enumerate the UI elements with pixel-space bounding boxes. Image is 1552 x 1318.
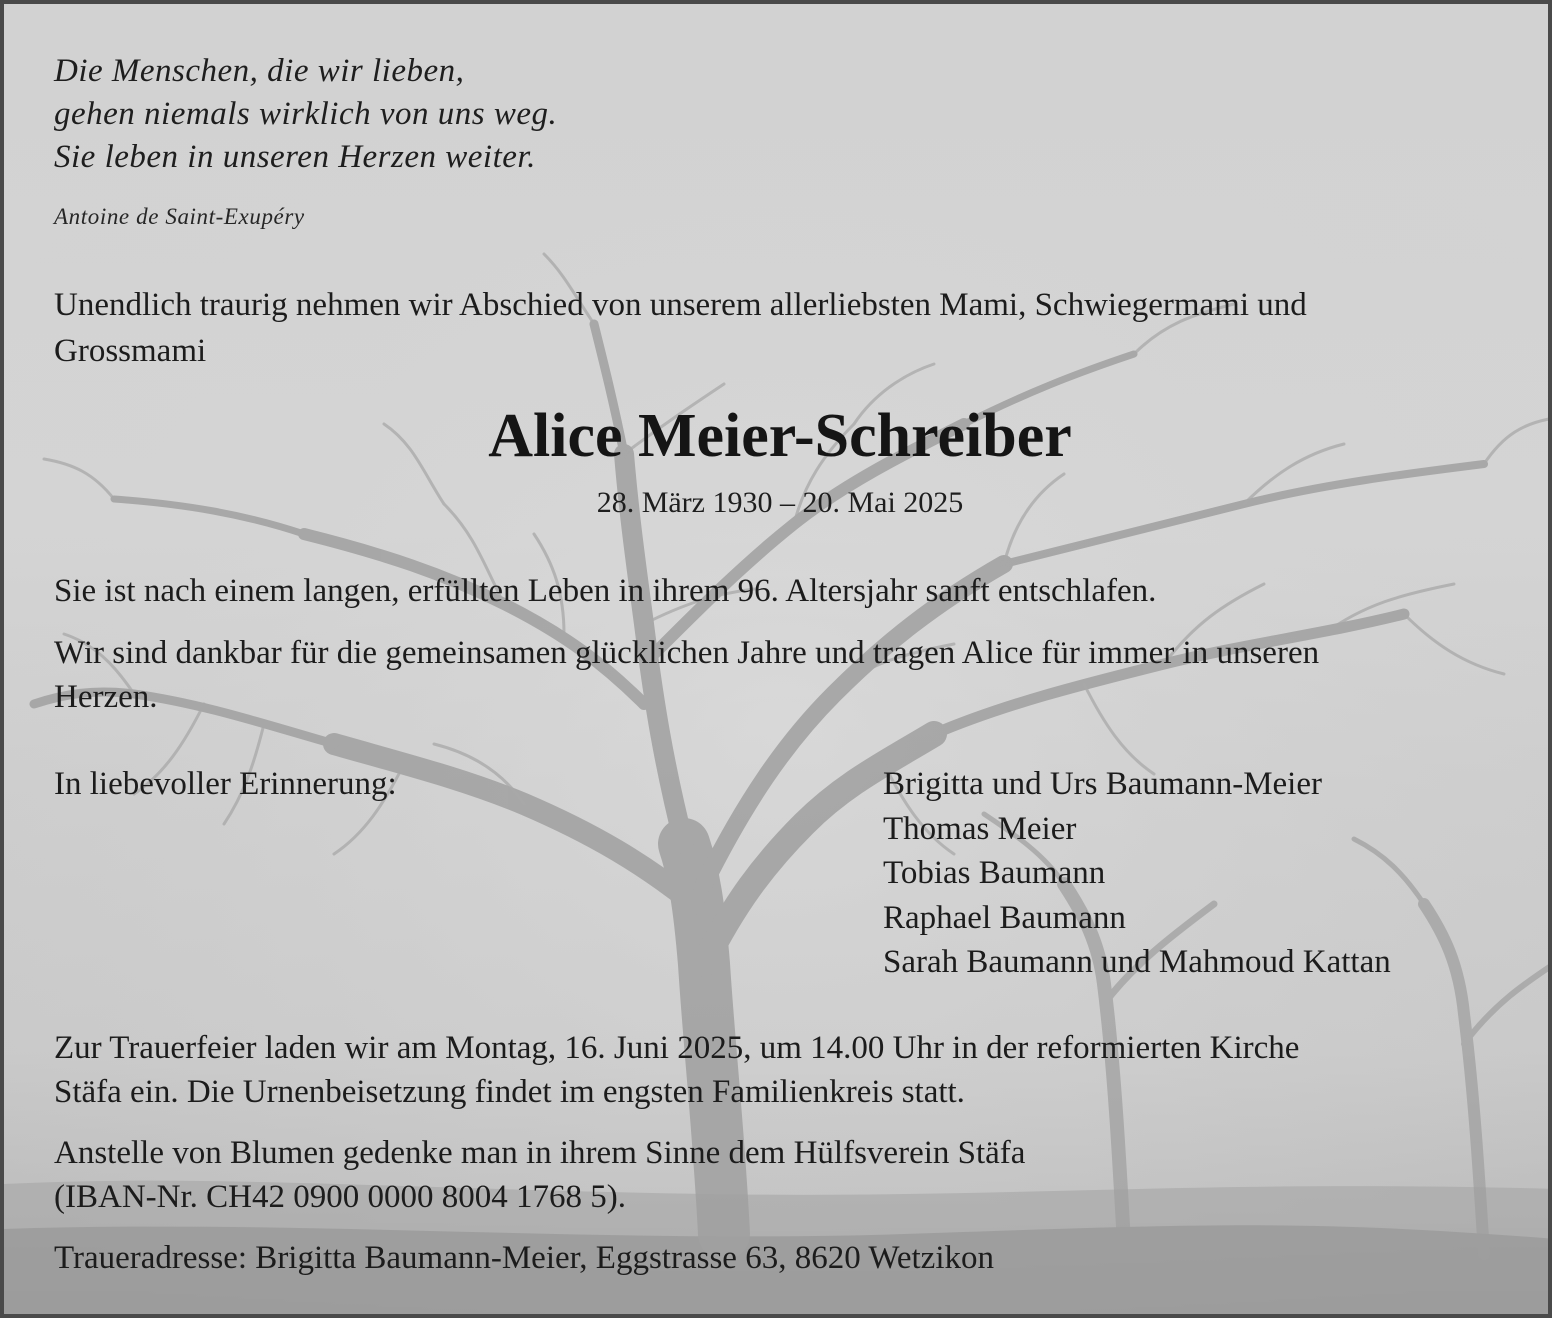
- signer-1: Brigitta und Urs Baumann-Meier: [883, 766, 1322, 802]
- donation-line-2: (IBAN-Nr. CH42 0900 0000 8004 1768 5).: [54, 1179, 626, 1215]
- service-line-2: Stäfa ein. Die Urnenbeisetzung findet im engsten Familienkreis statt.: [54, 1074, 965, 1110]
- notice-content: [4, 4, 1552, 1318]
- signer-2: Thomas Meier: [883, 810, 1077, 847]
- intro-line-1: Unendlich traurig nehmen wir Abschied von unserem allerliebsten Mami, Schwiegermami und: [54, 287, 1307, 323]
- quote-line-2: gehen niemals wirklich von uns weg.: [54, 96, 558, 132]
- intro-line-2: Grossmami: [54, 333, 207, 369]
- memory-label: In liebevoller Erinnerung:: [54, 766, 397, 802]
- signer-4: Raphael Baumann: [883, 899, 1126, 936]
- signer-5: Sarah Baumann und Mahmoud Kattan: [883, 944, 1391, 980]
- deceased-name: Alice Meier-Schreiber: [488, 402, 1072, 470]
- mourning-address: Traueradresse: Brigitta Baumann-Meier, Eggstrasse 63, 8620 Wetzikon: [54, 1240, 994, 1276]
- quote-line-3: Sie leben in unseren Herzen weiter.: [54, 139, 536, 175]
- grateful-line-2: Herzen.: [54, 679, 158, 715]
- quote-author: Antoine de Saint-Exupéry: [54, 204, 305, 229]
- passed-paragraph: Sie ist nach einem langen, erfüllten Leben in ihrem 96. Altersjahr sanft entschlafen.: [54, 573, 1157, 609]
- signer-3: Tobias Baumann: [883, 855, 1106, 891]
- service-line-1: Zur Trauerfeier laden wir am Montag, 16. Juni 2025, um 14.00 Uhr in der reformierten Kirche: [54, 1030, 1300, 1066]
- donation-line-1: Anstelle von Blumen gedenke man in ihrem Sinne dem Hülfsverein Stäfa: [54, 1135, 1026, 1171]
- signers-list: [883, 762, 1391, 985]
- grateful-line-1: Wir sind dankbar für die gemeinsamen glücklichen Jahre und tragen Alice für immer in unseren: [54, 635, 1320, 671]
- life-dates: 28. März 1930 – 20. Mai 2025: [596, 486, 964, 519]
- quote-line-1: Die Menschen, die wir lieben,: [54, 53, 465, 89]
